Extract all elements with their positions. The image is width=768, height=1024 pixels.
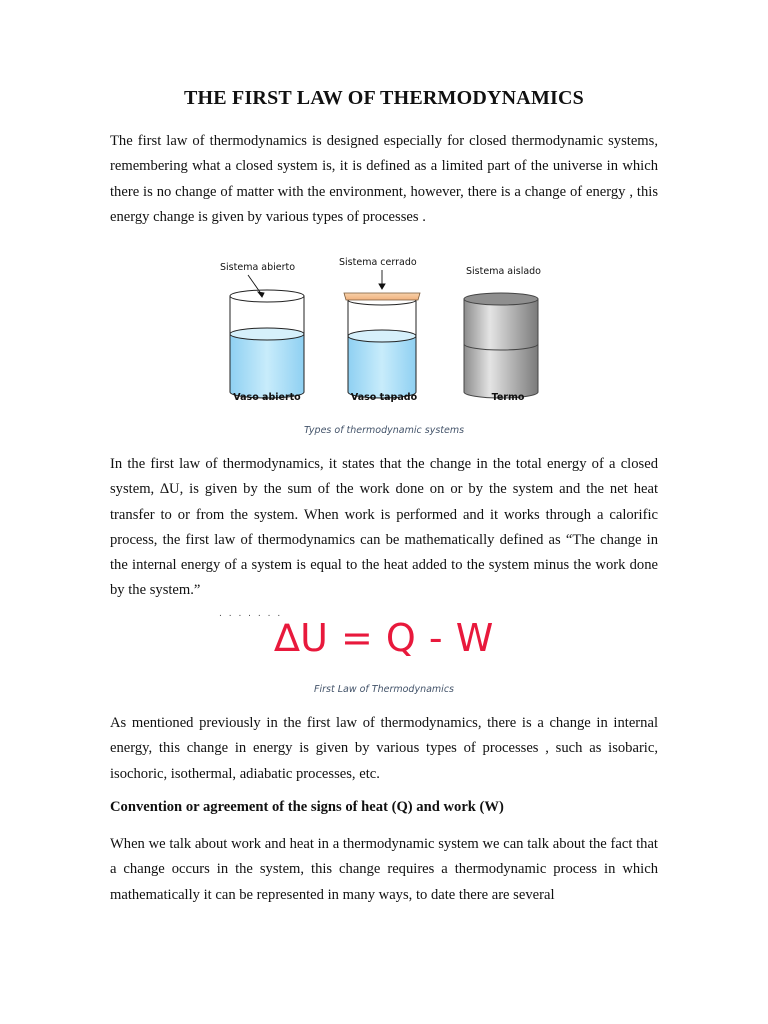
dotted-marks: . . . . . . . xyxy=(219,609,283,619)
arrow-open xyxy=(248,275,264,297)
intro-paragraph: The first law of thermodynamics is designed especially for closed thermodynamic systems, remembering what a closed system is, it is defined as a limited part of the universe in which there is no change of matter with the environment, however, there is a change of energy , this energy change is given by various types of processes . xyxy=(110,133,658,225)
thermodynamic-systems-figure xyxy=(212,252,552,408)
covered-glass xyxy=(344,293,420,398)
sign-convention-paragraph: When we talk about work and heat in a thermodynamic system we can talk about the fact that a change occurs in the system, this change requires a thermodynamic process in which mathematically it can be represented in many ways, to date there are several xyxy=(110,836,658,903)
processes-paragraph: As mentioned previously in the first law of thermodynamics, there is a change in internal energy, this change in energy is given by various types of processes , such as isobaric, isochoric, isothermal, adiabatic processes, etc. xyxy=(110,715,658,782)
name-thermos: Termo xyxy=(491,392,525,403)
name-covered-glass: Vaso tapado xyxy=(350,392,418,403)
label-closed-system: Sistema cerrado xyxy=(339,257,417,268)
page-title: THE FIRST LAW OF THERMODYNAMICS xyxy=(184,87,584,109)
thermos xyxy=(464,293,538,398)
open-glass xyxy=(230,290,304,398)
label-open-system: Sistema abierto xyxy=(220,262,296,273)
arrow-closed xyxy=(379,270,385,289)
formula-caption: First Law of Thermodynamics xyxy=(314,684,454,695)
definition-paragraph: In the first law of thermodynamics, it states that the change in the total energy of a closed system, ∆U, is given by the sum of the work done on or by the system and the net heat transfer to or from the system. When work is performed and it works through a calorific process, the first law of thermodynamics can be mathematically defined as “The change in the internal energy of a system is equal to the heat added to the system minus the work done by the system.” xyxy=(110,456,658,599)
section-subheading: Convention or agreement of the signs of heat (Q) and work (W) xyxy=(110,799,504,815)
figure-caption: Types of thermodynamic systems xyxy=(303,425,465,436)
name-open-glass: Vaso abierto xyxy=(233,392,301,403)
label-isolated-system: Sistema aislado xyxy=(466,266,541,277)
first-law-formula: ∆U = Q - W xyxy=(274,616,494,660)
